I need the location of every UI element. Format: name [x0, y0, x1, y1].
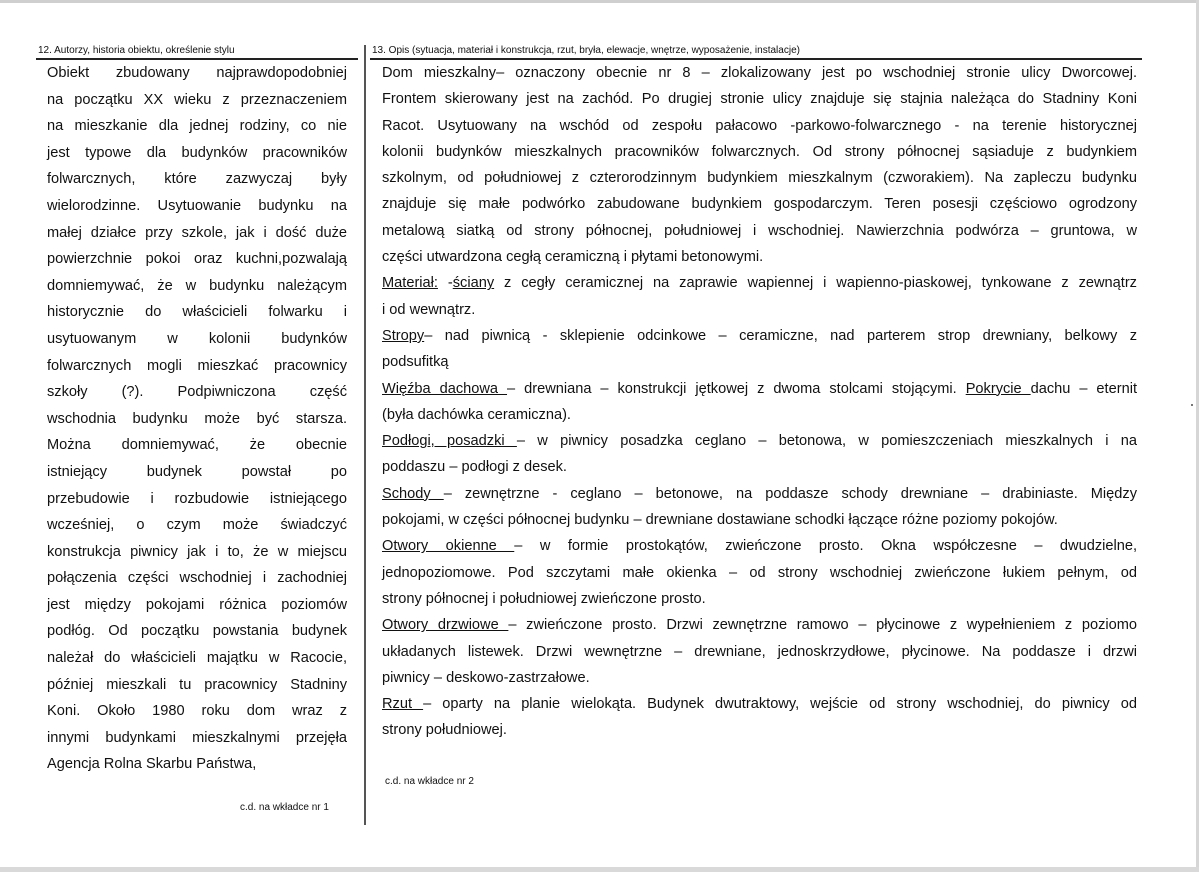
- history-line: wschodnia budynku może być starsza.: [47, 410, 347, 427]
- okna-line: jednopoziomowe. Pod szczytami małe okienka – od strony wschodniej zwieńczone łukiem pełnym, od: [382, 564, 1137, 581]
- wiezba-line: (była dachówka ceramiczna).: [382, 406, 571, 423]
- history-line: wielorodzinne. Usytuowanie budynku na: [47, 197, 347, 214]
- okna-label: Otwory okienne: [382, 538, 515, 555]
- history-line: przebudowie i rozbudowie istniejącego: [47, 490, 347, 507]
- intro-line: Dom mieszkalny– oznaczony obecnie nr 8 – zlokalizowany jest po wschodniej stronie ulicy Dworcowej.: [382, 65, 1137, 81]
- schody-label: Schody: [382, 485, 444, 502]
- intro-line: Frontem skierowany jest na zachód. Po drugiej stronie ulicy znajduje się stajnia należąca do Stadniny Koni: [382, 91, 1137, 108]
- history-line: podłóg. Od początku powstania budynek: [47, 623, 347, 640]
- material-line: i od wewnątrz.: [382, 301, 476, 318]
- history-line: usytuowanym w kolonii budynków: [47, 330, 347, 347]
- history-line: konstrukcja piwnicy jak i to, że w miejscu: [47, 543, 347, 560]
- schody-line: Schody – zewnętrzne - ceglano – betonowe, na poddasze schody drewniane – drabiniaste. Między: [382, 485, 1137, 502]
- history-line: małej działce przy szkole, jak i dość duże: [47, 224, 347, 241]
- intro-line: znajduje się małe podwórko zabudowane budynkiem gospodarczym. Teren posesji częściowo ogrodzony: [382, 196, 1137, 213]
- history-line: istniejący budynek powstał po: [47, 463, 347, 480]
- history-line: połączenia części wschodniej i zachodniej: [47, 570, 347, 587]
- intro-line: kolonii budynków mieszkalnych pracowników folwarcznych. Od strony północnej sąsiaduje z budynkiem: [382, 143, 1137, 160]
- history-line: później mieszkali tu pracownicy Stadniny: [47, 676, 347, 693]
- stropy-label: Stropy: [382, 327, 425, 344]
- intro-line: metalową siatką od strony północnej, południowej i wschodniej. Nawierzchnia podwórza – gruntowa, w: [382, 222, 1137, 239]
- history-line: należał do właścicieli majątku w Racocie,: [47, 650, 347, 667]
- intro-line: szkolnym, od południowej z czterorodzinnym budynkiem mieszkalnym (czworakiem). Na zapleczu budynku: [382, 170, 1137, 187]
- pokrycie-label: Pokrycie: [965, 380, 1031, 397]
- schody-line: pokojami, w części północnej budynku – drewniane dostawiane schodki łączące różne poziomy pokojów.: [382, 512, 1058, 529]
- stropy-line: podsufitką: [382, 354, 449, 371]
- scan-speck: [1191, 404, 1193, 406]
- right-column-header: 13. Opis (sytuacja, materiał i konstrukcja, rzut, bryła, elewacje, wnętrze, wyposażenie, instalacje): [372, 45, 800, 56]
- history-line: historycznie do właścicieli folwarku i: [47, 304, 347, 321]
- material-label: Materiał:: [382, 275, 438, 292]
- rzut-line: Rzut – oparty na planie wielokąta. Budynek dwutraktowy, wejście od strony wschodniej, do piwnicy od: [382, 696, 1137, 713]
- history-line: jest typowe dla budynków pracowników: [47, 144, 347, 161]
- history-line: Koni. Około 1980 roku dom wraz z: [47, 703, 347, 720]
- column-divider: [364, 45, 366, 825]
- walls-label: ściany: [452, 275, 495, 292]
- history-line: na początku XX wieku z przeznaczeniem: [47, 91, 347, 108]
- scan-edge-bottom: [0, 867, 1199, 872]
- history-line: domniemywać, że w budynku należącym: [47, 277, 347, 294]
- drzwi-label: Otwory drzwiowe: [382, 617, 509, 634]
- podlogi-label: Podłogi, posadzki: [382, 433, 517, 450]
- history-text: [47, 60, 347, 778]
- stropy-line: Stropy– nad piwnicą - sklepienie odcinkowe – ceramiczne, nad parterem strop drewniany, belkowy z: [382, 327, 1137, 344]
- left-continuation-note: c.d. na wkładce nr 1: [240, 802, 329, 813]
- history-line: Obiekt zbudowany najprawdopodobniej: [47, 65, 347, 81]
- wiezba-label: Więźba dachowa: [382, 380, 508, 397]
- history-line: Agencja Rolna Skarbu Państwa,: [47, 756, 257, 773]
- history-line: szkoły (?). Podpiwniczona część: [47, 384, 347, 401]
- intro-line: części utwardzona cegłą ceramiczną i płytami betonowymi.: [382, 249, 764, 266]
- drzwi-line: układanych listewek. Drzwi wewnętrzne – drewniane, jednoskrzydłowe, płycinowe. Na poddasze i drzwi: [382, 643, 1137, 660]
- drzwi-line: Otwory drzwiowe – zwieńczone prosto. Drzwi zewnętrzne ramowo – płycinowe z wypełnieniem z poziomo: [382, 617, 1138, 634]
- history-line: wcześniej, o czym może świadczyć: [47, 517, 347, 534]
- history-line: jest między pokojami różnica poziomów: [47, 596, 347, 613]
- podlogi-line: Podłogi, posadzki – w piwnicy posadzka ceglano – betonowa, w pomieszczeniach mieszkalnych i na: [382, 433, 1137, 450]
- description-text: [382, 60, 1137, 744]
- scan-edge-top: [0, 0, 1199, 3]
- drzwi-line: piwnicy – deskowo-zastrzałowe.: [382, 669, 590, 686]
- left-column-header: 12. Autorzy, historia obiektu, określenie stylu: [38, 45, 235, 56]
- wiezba-line: Więźba dachowa – drewniana – konstrukcji jętkowej z dwoma stolcami stojącymi. Pokrycie dachu – eternit: [382, 380, 1137, 397]
- history-line: Można domniemywać, że obecnie: [47, 437, 347, 454]
- history-line: innymi budynkami mieszkalnymi przejęła: [47, 729, 347, 746]
- history-line: folwarcznych mogli mieszkać pracownicy: [47, 357, 347, 374]
- okna-line: strony północnej i południowej zwieńczone prosto.: [382, 590, 706, 607]
- history-line: folwarcznych, które zazwyczaj były: [47, 171, 347, 188]
- right-continuation-note: c.d. na wkładce nr 2: [385, 776, 474, 787]
- material-line: Materiał: -ściany z cegły ceramicznej na zaprawie wapiennej i wapienno-piaskowej, tynkowane z zewnątrz: [382, 275, 1137, 292]
- podlogi-line: poddaszu – podłogi z desek.: [382, 459, 567, 476]
- intro-line: Racot. Usytuowany na wschód od zespołu pałacowo -parkowo-folwarcznego - na terenie historycznej: [382, 117, 1137, 134]
- history-line: na mieszkanie dla jednej rodziny, co nie: [47, 118, 347, 135]
- rzut-label: Rzut: [382, 696, 424, 713]
- okna-line: Otwory okienne – w formie prostokątów, zwieńczone prosto. Okna współczesne – dwudzielne,: [382, 538, 1137, 555]
- history-line: powierzchnie pokoi oraz kuchni,pozwalają: [47, 251, 347, 268]
- rzut-line: strony południowej.: [382, 722, 507, 739]
